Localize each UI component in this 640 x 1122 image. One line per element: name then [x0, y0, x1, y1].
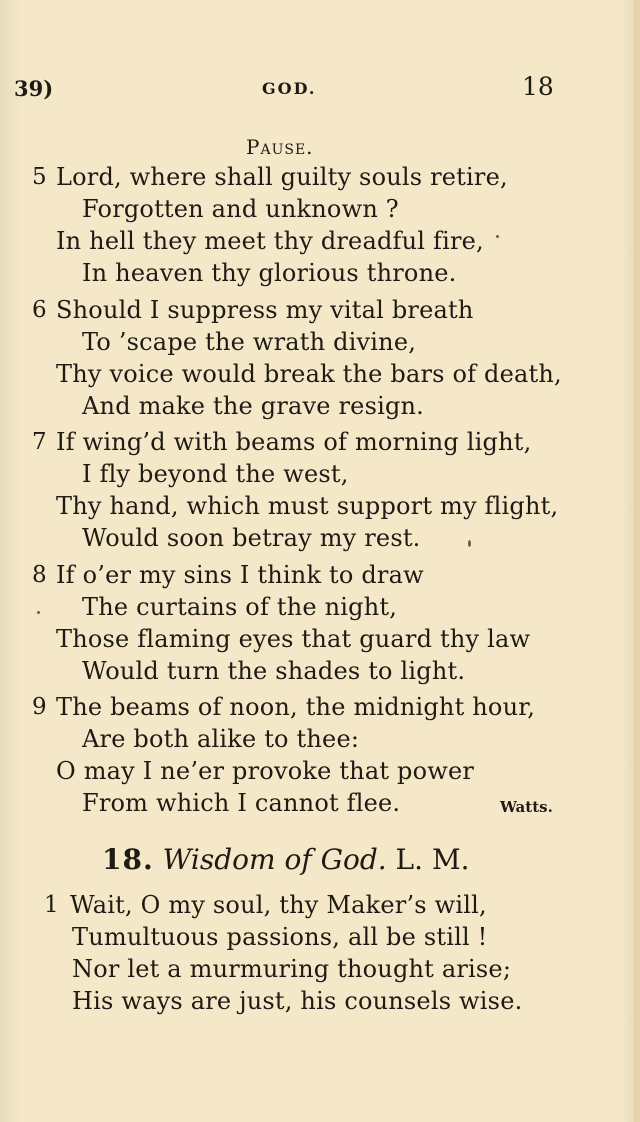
verse-line: In heaven thy glorious throne. [82, 259, 457, 287]
hymn-number: 18. [102, 843, 154, 876]
hymn-title: Wisdom of God. [162, 843, 387, 876]
pause-label: Pause. [246, 135, 314, 159]
verse-line: Lord, where shall guilty souls retire, [56, 163, 508, 191]
verse-line: In hell they meet thy dreadful fire, [56, 227, 484, 255]
verse-line: If wing’d with beams of morning light, [56, 428, 532, 456]
verse-line: Would turn the shades to light. [82, 657, 466, 685]
verse-line: The beams of noon, the midnight hour, [56, 693, 536, 721]
page-marker-left: 39) [14, 76, 54, 101]
ink-speck [468, 540, 471, 547]
verse-line: Forgotten and unknown ? [82, 195, 399, 223]
verse-line: Would soon betray my rest. [82, 524, 421, 552]
verse-line: Thy voice would break the bars of death, [56, 360, 562, 388]
verse-number: 7 [32, 429, 47, 455]
verse-line: Nor let a murmuring thought arise; [72, 955, 512, 983]
verse-line: His ways are just, his counsels wise. [72, 987, 523, 1015]
author-attribution: Watts. [500, 798, 553, 816]
verse-number: 9 [32, 694, 47, 720]
verse-number: 8 [32, 562, 47, 588]
verse-line: Wait, O my soul, thy Maker’s will, [70, 891, 487, 919]
verse-line: Are both alike to thee: [82, 725, 360, 753]
page-edge [634, 0, 640, 1122]
verse-line: And make the grave resign. [82, 392, 425, 420]
verse-line: Thy hand, which must support my flight, [56, 492, 559, 520]
verse-line: From which I cannot flee. [82, 789, 401, 817]
verse-line: The curtains of the night, [82, 593, 398, 621]
verse-line: If o’er my sins I think to draw [56, 561, 424, 589]
verse-line: I fly beyond the west, [82, 460, 349, 488]
verse-number: 6 [32, 297, 47, 323]
hymn-meter: L. M. [395, 843, 470, 876]
verse-line: Tumultuous passions, all be still ! [72, 923, 488, 951]
verse-line: Those flaming eyes that guard thy law [56, 625, 531, 653]
hymn-number-header: 18 [522, 72, 554, 101]
hymn-heading [102, 843, 470, 876]
verse-line: O may I ne’er provoke that power [56, 757, 475, 785]
ink-speck [37, 611, 40, 614]
verse-line: To ’scape the wrath divine, [82, 328, 417, 356]
running-title: GOD. [262, 79, 317, 98]
verse-number: 5 [32, 164, 47, 190]
verse-number: 1 [44, 892, 59, 918]
ink-speck [496, 235, 499, 238]
verse-line: Should I suppress my vital breath [56, 296, 474, 324]
